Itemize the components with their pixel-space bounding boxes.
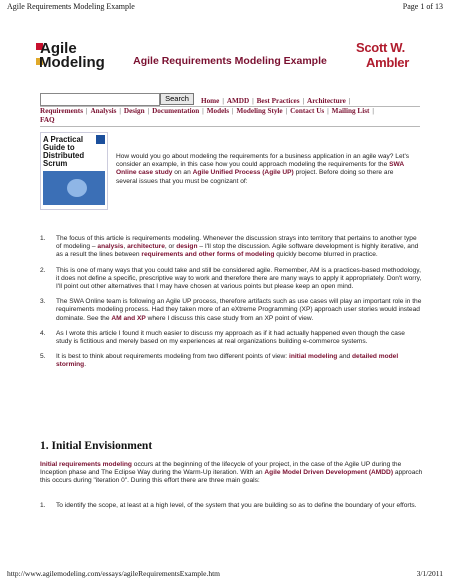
- link-initial-requirements-modeling[interactable]: Initial requirements modeling: [40, 461, 132, 468]
- logo-text-agile: Agile: [40, 40, 77, 57]
- list-text: – I'll stop the discussion. Agile software development is highly iterative, and as a result the lines between: [56, 243, 419, 259]
- page-footer: [7, 569, 443, 579]
- list-item: [30, 502, 422, 510]
- link-swa-online-case-study[interactable]: SWA Online case study: [116, 161, 404, 177]
- book-cover-ad[interactable]: [40, 132, 108, 210]
- nav-analysis[interactable]: Analysis: [90, 107, 117, 115]
- list-item: [30, 235, 422, 260]
- list-text: , or: [164, 243, 177, 251]
- header-title: Agile Requirements Modeling Example: [7, 2, 135, 11]
- list-item: [30, 330, 422, 346]
- list-number: 2.: [40, 266, 46, 274]
- list-text: This is one of many ways that you could take and still be considered agile. Remember, AM is a practices-based methodology, it does not define a specific, prescriptive way to work and therefore there are many ways to apply it appropriately. Don't worry, I'll point out other alternatives that I may have chosen at various points but please keep an open mind.: [56, 266, 422, 291]
- list-item: [30, 267, 422, 292]
- site-title: Agile Requirements Modeling Example: [133, 55, 327, 67]
- book-cover-image: [43, 171, 105, 205]
- nav-design[interactable]: Design: [123, 107, 145, 115]
- list-item: [30, 298, 422, 323]
- scott-ambler-logo[interactable]: [354, 40, 424, 74]
- link-amdd[interactable]: Agile Model Driven Development (AMDD): [264, 469, 394, 477]
- logo-text-modeling: Modeling: [39, 54, 105, 71]
- nav-modeling-style[interactable]: Modeling Style: [236, 107, 283, 115]
- link-architecture[interactable]: architecture: [127, 243, 165, 251]
- list-text: quickly become blurred in practice.: [274, 251, 378, 259]
- list-text: It is best to think about requirements modeling from two different points of view:: [56, 353, 289, 361]
- intro-text: project. Before doing so there are several issues that you must be cognizant of:: [116, 169, 394, 185]
- agile-modeling-logo[interactable]: [36, 40, 105, 74]
- nav-secondary: Requirements | Analysis | Design | Documentation | Models | Modeling Style | Contact Us | Mailing List | FAQ: [40, 107, 374, 124]
- nav-divider-bottom: [40, 126, 420, 127]
- search-button[interactable]: Search: [160, 93, 194, 105]
- intro-text: on an: [172, 169, 193, 177]
- link-initial-modeling[interactable]: initial modeling: [288, 353, 338, 361]
- section-text: occurs at the beginning of the lifecycle of your project, in the case of the Agile UP during the Inception phase and The Eclipse Way during the Warm-Up iteration. With an: [40, 461, 402, 477]
- footer-date: 3/1/2011: [416, 569, 443, 578]
- list-item: [30, 353, 422, 369]
- nav-models[interactable]: Models: [206, 107, 230, 115]
- list-text: ,: [123, 243, 128, 251]
- section-text: approach this occurs during "iteration 0". During this effort there are three main goals:: [40, 469, 423, 485]
- nav-amdd[interactable]: AMDD: [226, 97, 250, 105]
- logo-text-ambler: Ambler: [366, 55, 409, 70]
- list-text: As I wrote this article I found it much easier to discuss my approach as if it had actually happened even though the case study is fictitious and merely based on my experiences at real organizations building e-commerce systems.: [56, 329, 405, 346]
- intro-text: How would you go about modeling the requirements for a business application in an agile way? Let's consider an example, in this case how you could approach modeling the requirements for the: [116, 153, 410, 169]
- nav-contact-us[interactable]: Contact Us: [290, 107, 325, 115]
- section-paragraph: [40, 461, 424, 486]
- list-text: where I discuss this case study from an XP point of view.: [145, 314, 314, 322]
- goals-list: [30, 502, 422, 510]
- list-number: 4.: [40, 329, 46, 337]
- footer-url: http://www.agilemodeling.com/essays/agileRequirementsExample.htm: [7, 569, 221, 578]
- list-number: 5.: [40, 353, 46, 361]
- link-design[interactable]: design: [176, 243, 198, 251]
- nav-faq[interactable]: FAQ: [40, 116, 55, 124]
- section-heading: 1. Initial Envisionment: [40, 440, 153, 452]
- page-header: [7, 2, 443, 12]
- list-text: and: [337, 353, 353, 361]
- nav-best-practices[interactable]: Best Practices: [256, 97, 300, 105]
- page-number: Page 1 of 13: [402, 2, 443, 11]
- list-text: To identify the scope, at least at a high level, of the system that you are building so as to define the boundary of your efforts.: [56, 502, 417, 509]
- link-am-and-xp[interactable]: AM and XP: [111, 314, 146, 322]
- nav-home[interactable]: Home: [201, 97, 220, 105]
- list-text: The focus of this article is requirements modeling. Whenever the discussion strays into territory that pertains to another type of modeling –: [56, 235, 417, 251]
- list-number: 1.: [40, 235, 46, 242]
- search-input[interactable]: [40, 93, 160, 106]
- nav-mailing-list[interactable]: Mailing List: [331, 107, 370, 115]
- list-number: 3.: [40, 298, 46, 306]
- list-text: .: [84, 361, 87, 369]
- intro-paragraph: [116, 153, 416, 186]
- link-detailed-model-storming[interactable]: detailed model storming: [56, 353, 399, 369]
- issues-list: [30, 235, 422, 377]
- link-agile-unified-process[interactable]: Agile Unified Process (Agile UP): [192, 169, 294, 177]
- link-analysis[interactable]: analysis: [97, 243, 124, 251]
- list-number: 1.: [40, 502, 46, 509]
- list-text: The SWA Online team is following an Agile UP process, therefore artifacts such as use cases will play an important role in the requirements modeling process. Had they taken more of an eXtreme Programming (XP) approach user stories would instead dominate. See the: [56, 298, 422, 322]
- nav-requirements[interactable]: Requirements: [40, 107, 83, 115]
- nav-architecture[interactable]: Architecture: [307, 97, 346, 105]
- book-title: A Practical Guide to Distributed Scrum: [43, 135, 85, 168]
- logo-text-scott: Scott W.: [356, 40, 405, 55]
- nav-primary: Home | AMDD | Best Practices | Architecture |: [201, 97, 351, 105]
- link-requirements-other-forms[interactable]: requirements and other forms of modeling: [141, 251, 275, 259]
- nav-documentation[interactable]: Documentation: [152, 107, 200, 115]
